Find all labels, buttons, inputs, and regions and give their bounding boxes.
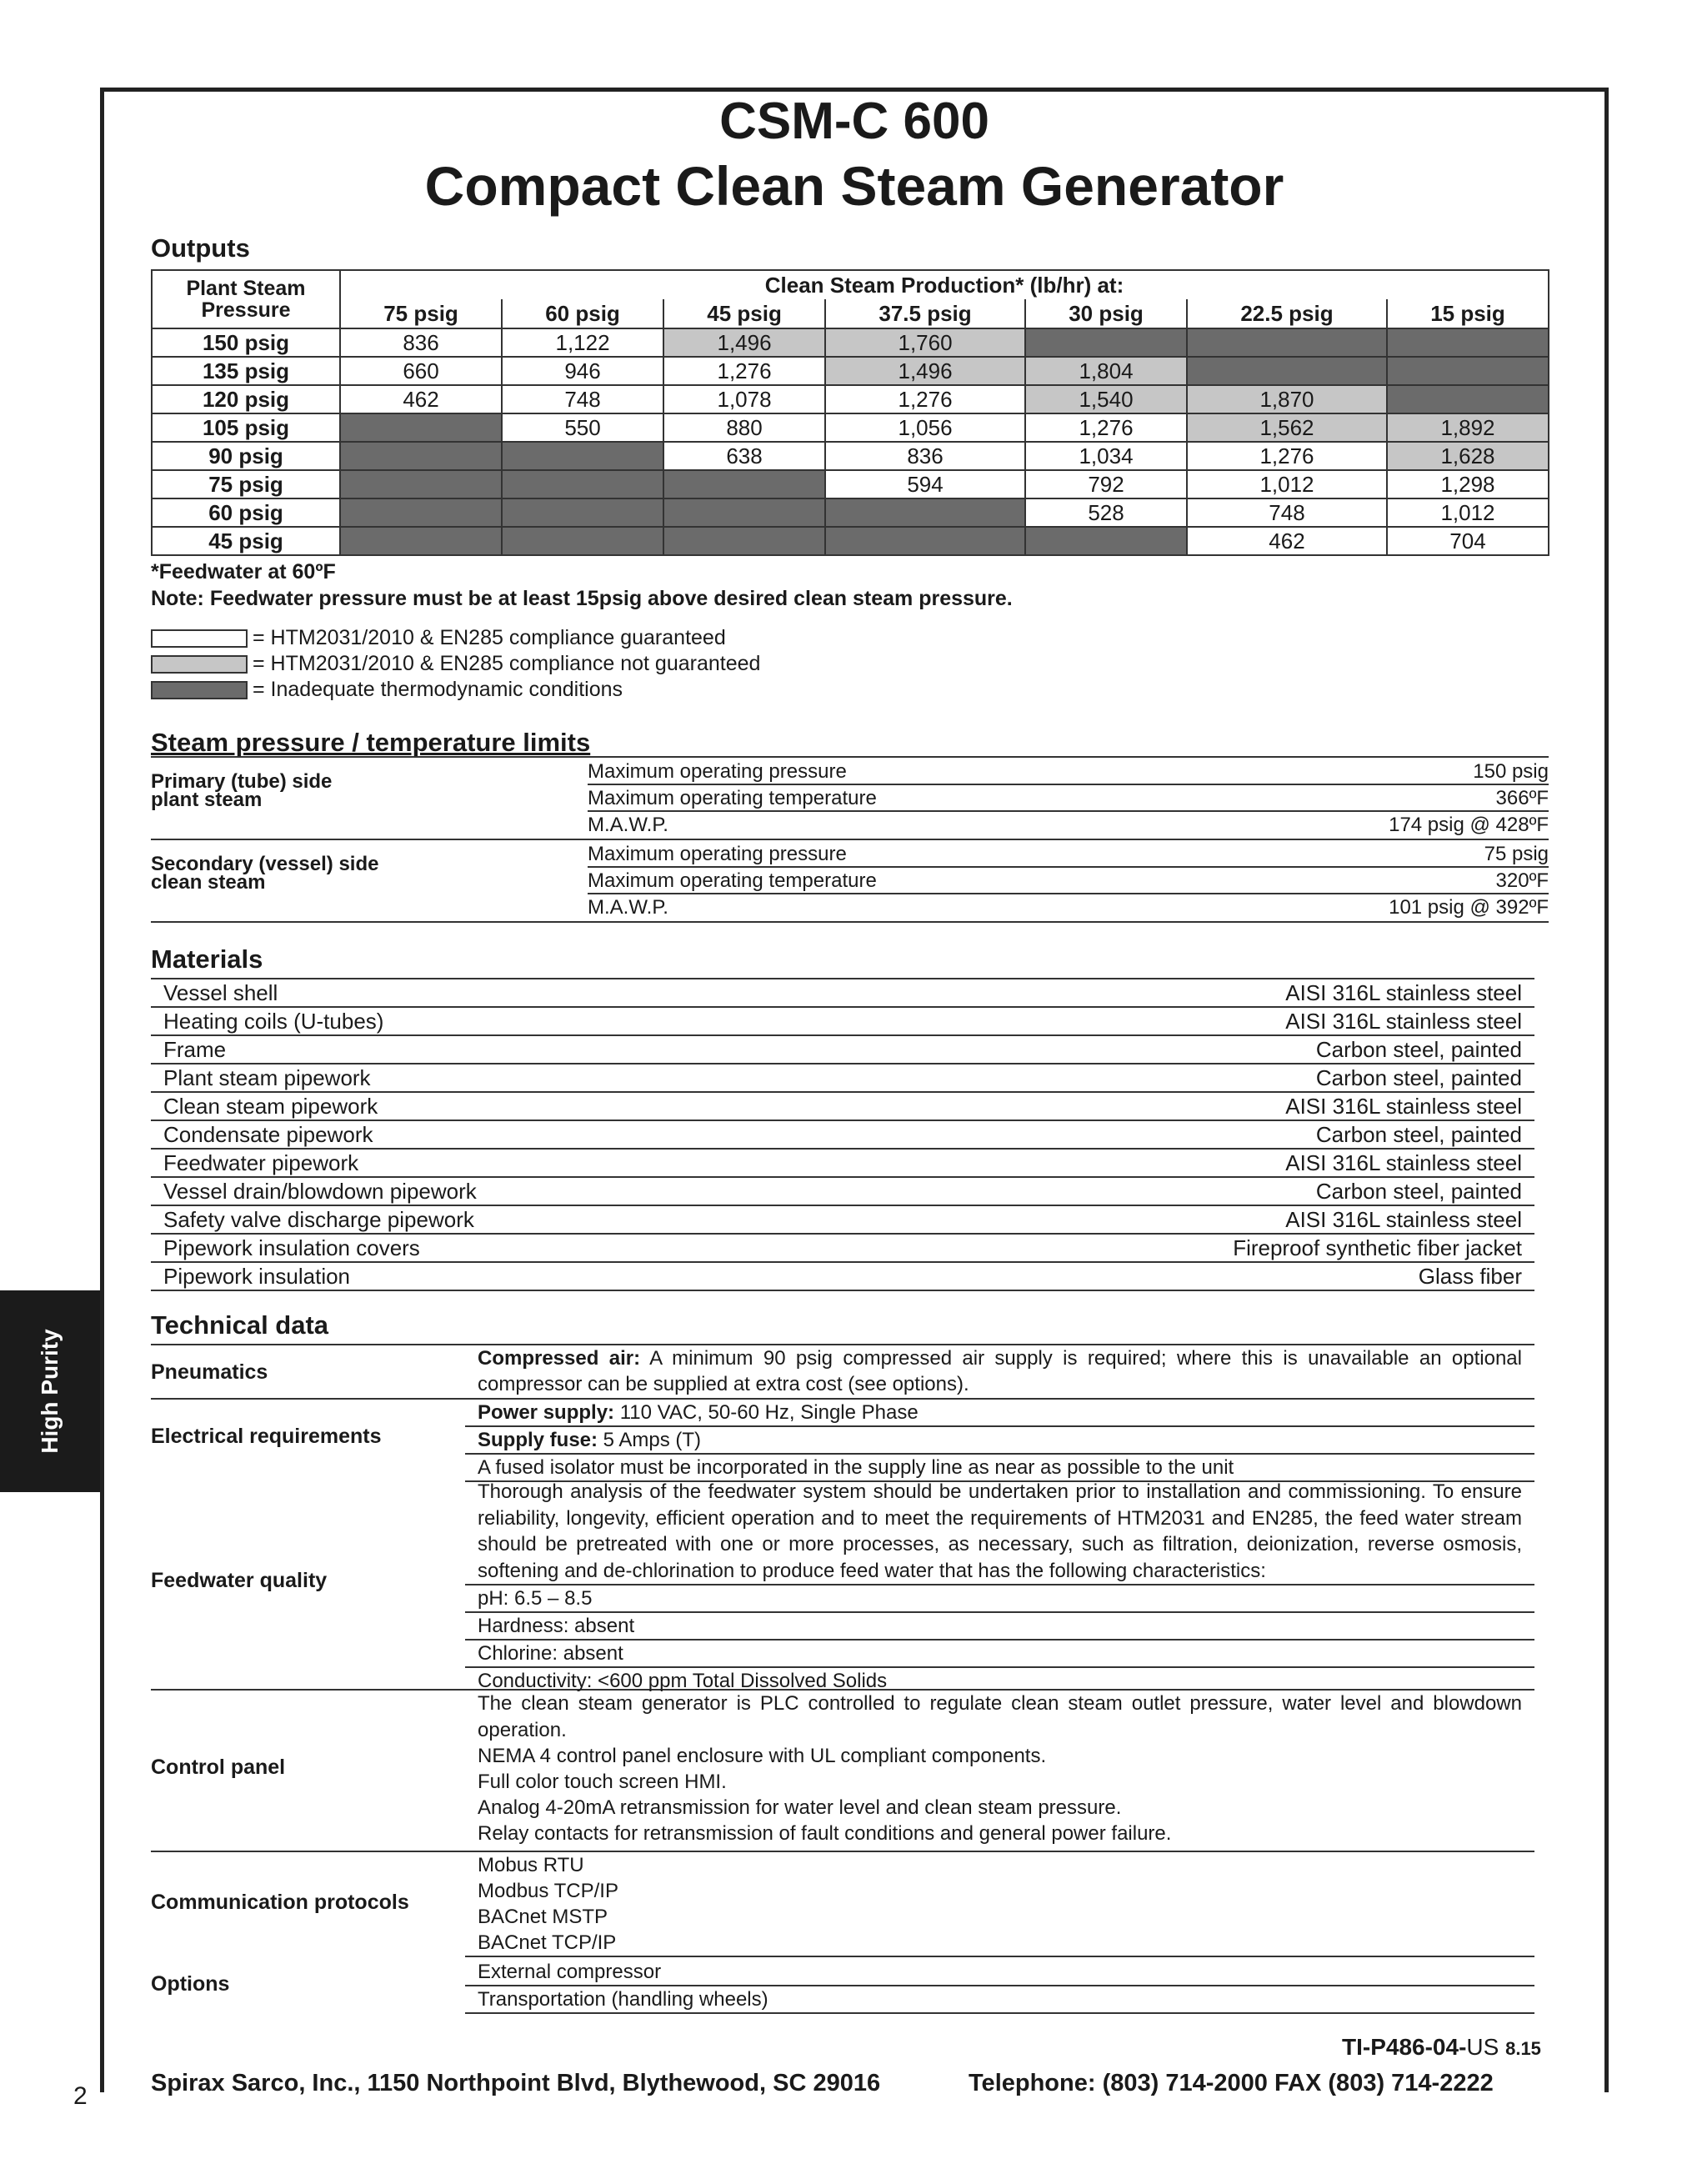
table-cell: 836 [340,328,502,357]
table-cell [340,442,502,470]
list-item: Chlorine: absent [465,1641,1534,1668]
material-value: Carbon steel, painted [1315,1065,1522,1090]
page-subtitle: Compact Clean Steam Generator [424,155,1284,217]
table-cell: 1,870 [1187,385,1387,413]
row-label: 60 psig [152,498,340,527]
material-value: AISI 316L stainless steel [1285,1150,1522,1175]
column-header: 60 psig [502,299,663,328]
table-cell: 1,760 [825,328,1025,357]
material-part: Heating coils (U-tubes) [163,1009,384,1034]
limit-row: M.A.W.P. 174 psig @ 428ºF [588,814,1549,836]
column-header: 30 psig [1025,299,1187,328]
table-cell [1025,527,1187,555]
feedwater-label: Feedwater quality [151,1569,328,1592]
material-value: AISI 316L stainless steel [1285,980,1522,1005]
feedwater-note: *Feedwater at 60ºF [151,560,336,584]
material-row [151,1121,1534,1150]
list-item: NEMA 4 control panel enclosure with UL compliant components. [478,1745,1047,1767]
material-row [151,1064,1534,1093]
table-cell: 1,276 [825,385,1025,413]
table-cell: 462 [340,385,502,413]
list-item: BACnet TCP/IP [478,1931,617,1954]
table-row [152,498,1549,527]
limits-heading: Steam pressure / temperature limits [151,728,591,757]
table-cell: 1,540 [1025,385,1187,413]
options-label: Options [151,1972,230,1996]
limit-row: Maximum operating pressure 75 psig [588,840,1549,868]
legend-item [151,677,760,703]
table-cell: 660 [340,357,502,385]
material-part: Safety valve discharge pipework [163,1207,474,1232]
material-part: Plant steam pipework [163,1065,371,1090]
material-row [151,979,1534,1008]
list-item: BACnet MSTP [478,1906,608,1928]
material-row [151,1235,1534,1263]
material-part: Pipework insulation [163,1264,351,1289]
footer-phone: Telephone: (803) 714-2000 FAX (803) 714-2222 [969,2070,1494,2096]
table-cell: 704 [1387,527,1549,555]
legend-text: = HTM2031/2010 & EN285 compliance not guaranteed [253,652,761,675]
material-part: Condensate pipework [163,1122,373,1147]
table-row [152,385,1549,413]
feedwater-text: Thorough analysis of the feedwater system should be undertaken prior to installation and commissioning. To ensure reliability, longevity, efficient operation and to meet the requirements of HTM2031 and EN285, the feed water stream should be pretreated with one or more processes, as necessary, such as filtration, deionization, reverse osmosis, softening and de-chlorination to produce feed water that has the following characteristics: [465,1479,1534,1585]
doc-code: TI-P486-04-US 8.15 [1342,2034,1541,2060]
table-cell: 836 [825,442,1025,470]
table-cell: 1,298 [1387,470,1549,498]
primary-side-group [151,758,1549,840]
list-item: Modbus TCP/IP [478,1880,618,1902]
pneumatics-text: Compressed air: A minimum 90 psig compressed air supply is required; where this is unavailable an optional compressor can be supplied at extra cost (see options). [478,1347,1522,1395]
electrical-group [151,1400,1534,1479]
material-part: Clean steam pipework [163,1094,378,1119]
limit-row: Maximum operating temperature 366ºF [588,784,1549,812]
table-cell [502,498,663,527]
table-cell: 1,496 [663,328,825,357]
feedwater-group [151,1479,1534,1691]
table-cell: 1,276 [1025,413,1187,442]
table-cell: 462 [1187,527,1387,555]
secondary-side-group [151,840,1549,923]
page-number: 2 [73,2082,88,2110]
list-item: Conductivity: <600 ppm Total Dissolved Solids [478,1670,888,1692]
materials-table [151,978,1534,1291]
page-title: CSM-C 600 [719,93,989,150]
column-header: 75 psig [340,299,502,328]
clean-steam-header: Clean Steam Production* (lb/hr) at: [340,270,1549,299]
material-part: Feedwater pipework [163,1150,359,1175]
column-header: 37.5 psig [825,299,1025,328]
material-row [151,1036,1534,1064]
primary-side-label: Primary (tube) side plant steam [151,770,333,811]
limit-row: M.A.W.P. 101 psig @ 392ºF [588,896,1549,919]
table-cell: 1,276 [1187,442,1387,470]
material-part: Pipework insulation covers [163,1235,420,1260]
material-row [151,1093,1534,1121]
secondary-side-label: Secondary (vessel) side clean steam [151,853,379,894]
legend-text: = HTM2031/2010 & EN285 compliance guaranteed [253,626,726,649]
table-cell [663,527,825,555]
table-cell: 594 [825,470,1025,498]
table-cell: 1,562 [1187,413,1387,442]
material-row [151,1178,1534,1206]
pressure-note: Note: Feedwater pressure must be at least 15psig above desired clean steam pressure. [151,587,1013,610]
options-group [151,1959,1534,2012]
footer-address: Spirax Sarco, Inc., 1150 Northpoint Blvd, Blythewood, SC 29016 [151,2070,881,2096]
row-label: 75 psig [152,470,340,498]
control-group [151,1691,1534,1852]
limit-row: Maximum operating temperature 320ºF [588,867,1549,894]
legend-text: = Inadequate thermodynamic conditions [253,678,623,701]
list-item: Relay contacts for retransmission of fault conditions and general power failure. [478,1822,1172,1845]
legend [151,625,760,703]
table-cell: 1,496 [825,357,1025,385]
outputs-table [151,269,1549,556]
table-cell: 528 [1025,498,1187,527]
table-cell [340,527,502,555]
table-row [152,470,1549,498]
table-cell: 1,122 [502,328,663,357]
electrical-label: Electrical requirements [151,1425,382,1448]
row-label: 90 psig [152,442,340,470]
material-value: Carbon steel, painted [1315,1037,1522,1062]
legend-swatch [151,681,248,699]
pneumatics-group [151,1345,1534,1400]
row-label: 120 psig [152,385,340,413]
side-tab: High Purity [0,1290,100,1492]
column-header: 22.5 psig [1187,299,1387,328]
table-cell: 1,276 [663,357,825,385]
pneumatics-label: Pneumatics [151,1360,268,1384]
table-cell [1387,385,1549,413]
table-cell [825,527,1025,555]
material-value: Fireproof synthetic fiber jacket [1233,1235,1522,1260]
power-supply: Power supply: 110 VAC, 50-60 Hz, Single Phase [465,1400,1534,1427]
table-cell: 1,034 [1025,442,1187,470]
row-label: 150 psig [152,328,340,357]
table-cell [340,470,502,498]
table-row [152,357,1549,385]
outputs-heading: Outputs [151,233,250,263]
control-text: The clean steam generator is PLC controlled to regulate clean steam outlet pressure, water level and blowdown operation. [478,1692,1522,1741]
table-row [152,328,1549,357]
list-item: Mobus RTU [478,1854,584,1876]
table-cell: 638 [663,442,825,470]
table-cell [1187,357,1387,385]
material-part: Frame [163,1037,227,1062]
material-value: AISI 316L stainless steel [1285,1094,1522,1119]
table-cell [663,470,825,498]
material-value: Glass fiber [1418,1264,1522,1289]
row-label: 135 psig [152,357,340,385]
table-cell [340,498,502,527]
table-cell: 792 [1025,470,1187,498]
legend-item [151,625,760,651]
material-value: AISI 316L stainless steel [1285,1207,1522,1232]
row-label: 45 psig [152,527,340,555]
material-value: AISI 316L stainless steel [1285,1009,1522,1034]
material-part: Vessel drain/blowdown pipework [163,1179,477,1204]
table-cell: 880 [663,413,825,442]
table-cell [1187,328,1387,357]
material-row [151,1263,1534,1291]
table-cell [825,498,1025,527]
list-item: pH: 6.5 – 8.5 [465,1585,1534,1613]
list-item: Full color touch screen HMI. [478,1771,727,1793]
limits-table [151,756,1549,923]
material-row [151,1008,1534,1036]
comms-group [151,1852,1534,1959]
material-row [151,1150,1534,1178]
table-cell: 1,012 [1387,498,1549,527]
list-item: Hardness: absent [465,1613,1534,1641]
column-header: 45 psig [663,299,825,328]
table-row [152,442,1549,470]
table-cell: 1,078 [663,385,825,413]
table-cell: 1,012 [1187,470,1387,498]
table-cell: 946 [502,357,663,385]
table-cell [502,470,663,498]
table-cell [1025,328,1187,357]
table-row [152,527,1549,555]
table-cell [502,527,663,555]
list-item: Transportation (handling wheels) [465,1986,1534,2014]
table-cell: 1,628 [1387,442,1549,470]
tech-heading: Technical data [151,1310,329,1340]
material-value: Carbon steel, painted [1315,1179,1522,1204]
table-row [152,413,1549,442]
tech-table [151,1344,1534,2012]
column-header: 15 psig [1387,299,1549,328]
legend-item [151,651,760,677]
list-item: External compressor [465,1959,1534,1986]
material-value: Carbon steel, painted [1315,1122,1522,1147]
supply-fuse: Supply fuse: 5 Amps (T) [465,1427,1534,1455]
table-cell [502,442,663,470]
control-label: Control panel [151,1756,286,1779]
table-cell: 748 [502,385,663,413]
materials-heading: Materials [151,944,263,974]
table-cell: 550 [502,413,663,442]
row-label: 105 psig [152,413,340,442]
comms-label: Communication protocols [151,1891,409,1914]
table-cell: 1,056 [825,413,1025,442]
table-cell [1387,328,1549,357]
limit-row: Maximum operating pressure 150 psig [588,758,1549,785]
table-cell: 1,892 [1387,413,1549,442]
legend-swatch [151,655,248,674]
material-row [151,1206,1534,1235]
plant-steam-header: Plant Steam Pressure [152,270,340,328]
isolator-note: A fused isolator must be incorporated in the supply line as near as possible to the unit [465,1455,1534,1482]
table-cell [1387,357,1549,385]
material-part: Vessel shell [163,980,278,1005]
table-cell: 1,804 [1025,357,1187,385]
legend-swatch [151,629,248,648]
table-cell [663,498,825,527]
table-cell: 748 [1187,498,1387,527]
list-item: Analog 4-20mA retransmission for water level and clean steam pressure. [478,1796,1122,1819]
table-cell [340,413,502,442]
